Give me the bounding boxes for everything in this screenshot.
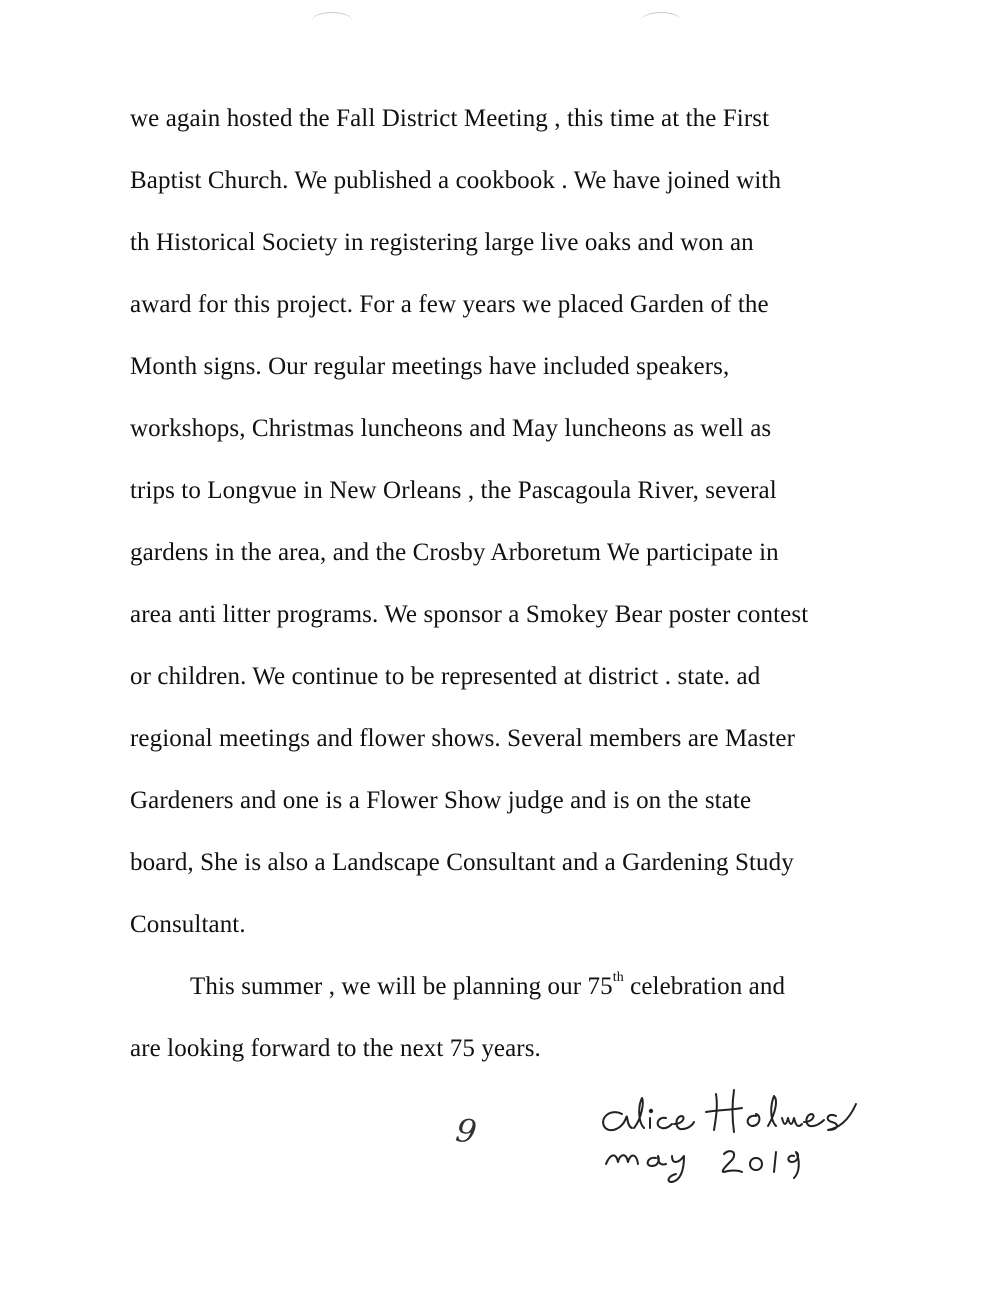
body-line: Month signs. Our regular meetings have included speakers, (130, 353, 730, 380)
body-line: we again hosted the Fall District Meeting , this time at the First (130, 105, 770, 132)
body-line: th Historical Society in registering large live oaks and won an (130, 229, 754, 256)
body-line: Consultant. (130, 911, 246, 938)
body-line: Baptist Church. We published a cookbook . We have joined with (130, 167, 782, 194)
closing-text-after: celebration and (623, 973, 786, 1000)
body-line: gardens in the area, and the Crosby Arboretum We participate in (130, 539, 779, 566)
body-line: award for this project. For a few years we placed Garden of the (130, 291, 769, 318)
body-line: or children. We continue to be represented at district . state. ad (130, 663, 761, 690)
ordinal-suffix: th (612, 969, 624, 985)
body-line: regional meetings and flower shows. Several members are Master (130, 725, 796, 752)
body-line: workshops, Christmas luncheons and May luncheons as well as (130, 415, 772, 442)
handwritten-signature (592, 1082, 892, 1192)
punch-hole-mark (641, 12, 681, 29)
closing-line: are looking forward to the next 75 years. (130, 1035, 541, 1062)
page-number: 9 (453, 1110, 479, 1152)
closing-line (190, 969, 786, 1002)
punch-hole-mark (312, 12, 352, 29)
body-line: Gardeners and one is a Flower Show judge and is on the state (130, 787, 752, 814)
body-line: area anti litter programs. We sponsor a Smokey Bear poster contest (130, 601, 809, 628)
body-line: trips to Longvue in New Orleans , the Pascagoula River, several (130, 477, 777, 504)
body-line: board, She is also a Landscape Consultant and a Gardening Study (130, 849, 794, 876)
closing-text-before: This summer , we will be planning our 75 (190, 973, 613, 1000)
